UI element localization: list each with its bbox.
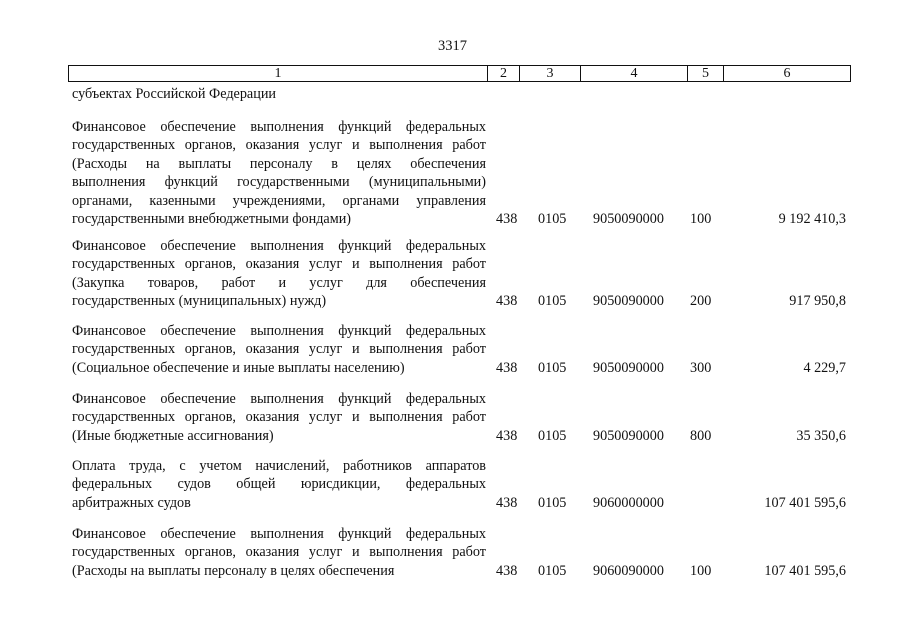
- description-line: Финансовое обеспечение выполнения функций федеральных: [72, 391, 486, 407]
- description-line: государственными внебюджетными фондами): [72, 211, 352, 228]
- expense-type-code: 800: [690, 427, 712, 444]
- description-line: субъектах Российской Федерации: [72, 86, 276, 102]
- row-description: [72, 322, 486, 377]
- column-header-5: 5: [688, 66, 724, 82]
- description-line: Финансовое обеспечение выполнения функций федеральных: [72, 238, 486, 254]
- description-line: Оплата труда, с учетом начислений, работников аппаратов: [72, 458, 486, 474]
- column-header-2: 2: [488, 66, 520, 82]
- row-description: [72, 390, 486, 445]
- description-line: органами, казенными учреждениями, органами управления: [72, 192, 486, 209]
- description-line: Финансовое обеспечение выполнения функций федеральных: [72, 323, 486, 339]
- description-line: государственных (муниципальных) нужд): [72, 293, 327, 310]
- description-line: федеральных судов общей юрисдикции, федеральных: [72, 476, 486, 493]
- description-line: государственных органов, оказания услуг и выполнения работ: [72, 409, 486, 426]
- amount-value: 4 229,7: [803, 359, 846, 376]
- section-code: 0105: [538, 211, 567, 227]
- column-header-3: 3: [520, 66, 581, 82]
- ministry-code: 438: [496, 494, 518, 511]
- description-line: государственных органов, оказания услуг и выполнения работ: [72, 544, 486, 561]
- description-line: (Закупка товаров, работ и услуг для обеспечения: [72, 274, 486, 291]
- page-number: 3317: [438, 38, 467, 54]
- description-line: Финансовое обеспечение выполнения функций федеральных: [72, 526, 486, 542]
- row-description: [72, 85, 486, 103]
- row-description: [72, 237, 486, 311]
- column-header-4: 4: [581, 66, 688, 82]
- column-header-6: 6: [724, 66, 851, 82]
- amount-value: 35 350,6: [796, 427, 846, 444]
- ministry-code: 438: [496, 293, 518, 310]
- column-header-table: [68, 65, 851, 82]
- ministry-code: 438: [496, 562, 518, 579]
- section-code: 0105: [538, 427, 567, 444]
- description-line: (Социальное обеспечение и иные выплаты населению): [72, 359, 405, 376]
- expense-type-code: 300: [690, 359, 712, 376]
- description-line: государственных органов, оказания услуг и выполнения работ: [72, 341, 486, 358]
- ministry-code: 438: [496, 359, 518, 376]
- target-item-code: 9050090000: [593, 293, 664, 310]
- column-header-row: [69, 66, 851, 82]
- description-line: арбитражных судов: [72, 494, 191, 511]
- description-line: государственных органов, оказания услуг и выполнения работ: [72, 137, 486, 154]
- target-item-code: 9050090000: [593, 211, 664, 227]
- description-line: государственных органов, оказания услуг и выполнения работ: [72, 256, 486, 273]
- expense-type-code: 100: [690, 211, 712, 227]
- target-item-code: 9050090000: [593, 359, 664, 376]
- section-code: 0105: [538, 359, 567, 376]
- amount-value: 9 192 410,3: [778, 211, 846, 227]
- description-line: (Иные бюджетные ассигнования): [72, 427, 274, 444]
- ministry-code: 438: [496, 211, 518, 227]
- expense-type-code: 100: [690, 562, 712, 579]
- description-line: выполнения функций государственными (муниципальными): [72, 174, 486, 191]
- description-line: (Расходы на выплаты персоналу в целях обеспечения: [72, 155, 486, 172]
- section-code: 0105: [538, 562, 567, 579]
- description-line: (Расходы на выплаты персоналу в целях обеспечения: [72, 562, 395, 579]
- target-item-code: 9050090000: [593, 427, 664, 444]
- column-header-1: 1: [69, 66, 488, 82]
- description-line: Финансовое обеспечение выполнения функций федеральных: [72, 119, 486, 135]
- target-item-code: 9060090000: [593, 562, 664, 579]
- amount-value: 107 401 595,6: [764, 562, 846, 579]
- section-code: 0105: [538, 293, 567, 310]
- amount-value: 107 401 595,6: [764, 494, 846, 511]
- row-description: [72, 118, 486, 228]
- row-description: [72, 525, 486, 580]
- row-description: [72, 457, 486, 512]
- amount-value: 917 950,8: [789, 293, 846, 310]
- section-code: 0105: [538, 494, 567, 511]
- expense-type-code: 200: [690, 293, 712, 310]
- ministry-code: 438: [496, 427, 518, 444]
- target-item-code: 9060000000: [593, 494, 664, 511]
